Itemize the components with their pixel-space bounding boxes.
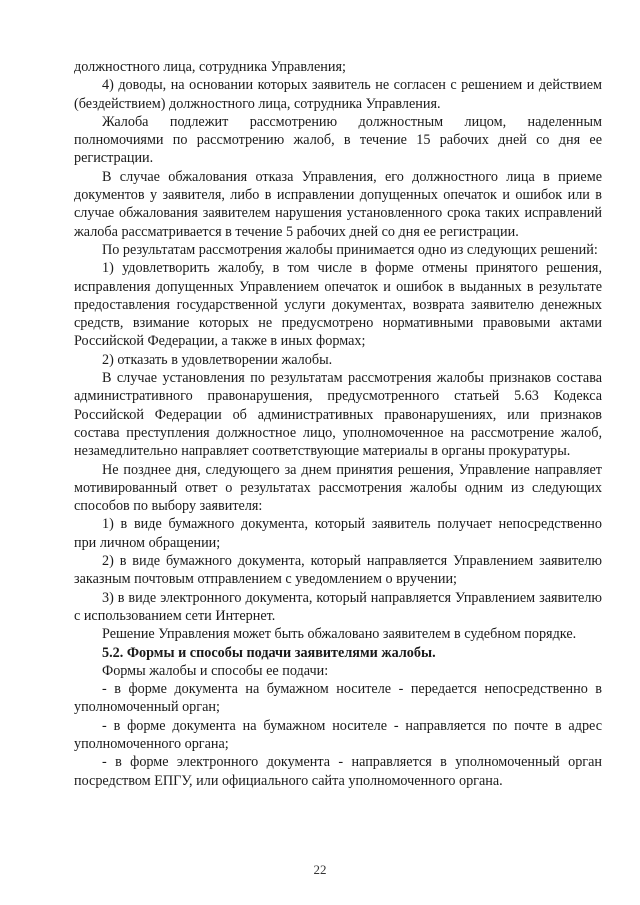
paragraph-15: Формы жалобы и способы ее подачи: bbox=[102, 662, 329, 679]
paragraph-12: 3) в виде электронного документа, который направляется Управлением заявителю с использованием сети Интернет. bbox=[74, 589, 602, 624]
paragraph-1: должностного лица, сотрудника Управления; bbox=[74, 59, 346, 75]
paragraph-8: В случае установления по результатам рассмотрения жалобы признаков состава административного правонарушения, предусмотренного статьей 5.63 Кодекса Российской Федерации об административных правонарушениях, или признаков состава преступления должностное лицо, уполномоченное на рассмотрение жалоб, незамедлительно направляет соответствующие материалы в органы прокуратуры. bbox=[74, 370, 602, 460]
paragraph-5: По результатам рассмотрения жалобы принимается одно из следующих решений: bbox=[102, 241, 598, 258]
section-heading: 5.2. Формы и способы подачи заявителями жалобы. bbox=[102, 644, 436, 661]
paragraph-7: 2) отказать в удовлетворении жалобы. bbox=[102, 351, 333, 368]
paragraph-4: В случае обжалования отказа Управления, его должностного лица в приеме документов у заявителя, либо в исправлении допущенных опечаток и ошибок или в случае обжалования заявителем нарушения установленного срока таких исправлений жалоба рассматривается в течение 5 рабочих дней со дня ее регистрации. bbox=[74, 168, 602, 240]
paragraph-16: - в форме документа на бумажном носителе - передается непосредственно в уполномоченный орган; bbox=[74, 681, 602, 716]
paragraph-13: Решение Управления может быть обжаловано заявителем в судебном порядке. bbox=[102, 626, 577, 643]
paragraph-11: 2) в виде бумажного документа, который направляется Управлением заявителю заказным почтовым отправлением с уведомлением о вручении; bbox=[74, 553, 602, 588]
paragraph-3: Жалоба подлежит рассмотрению должностным лицом, наделенным полномочиями по рассмотрению жалоб, в течение 15 рабочих дней со дня ее регистрации. bbox=[74, 113, 602, 167]
paragraph-17: - в форме документа на бумажном носителе - направляется по почте в адрес уполномоченного органа; bbox=[74, 717, 602, 752]
page-number: 22 bbox=[313, 862, 327, 877]
paragraph-9: Не позднее дня, следующего за днем принятия решения, Управление направляет мотивированный ответ о результатах рассмотрения жалобы одним из следующих способов по выбору заявителя: bbox=[74, 461, 602, 515]
paragraph-10: 1) в виде бумажного документа, который заявитель получает непосредственно при личном обращении; bbox=[74, 516, 602, 551]
paragraph-2: 4) доводы, на основании которых заявитель не согласен с решением и действием (бездействием) должностного лица, сотрудника Управления. bbox=[74, 77, 602, 112]
paragraph-6: 1) удовлетворить жалобу, в том числе в форме отмены принятого решения, исправления допущенных Управлением опечаток и ошибок в выданных в результате предоставления государственной услуги документах, возврата заявителю денежных средств, взимание которых не предусмотрено нормативными правовыми актами Российской Федерации, а также в иных формах; bbox=[74, 260, 602, 350]
document-body bbox=[74, 58, 602, 790]
paragraph-18: - в форме электронного документа - направляется в уполномоченный орган посредством ЕПГУ, или официального сайта уполномоченного органа. bbox=[74, 754, 602, 789]
